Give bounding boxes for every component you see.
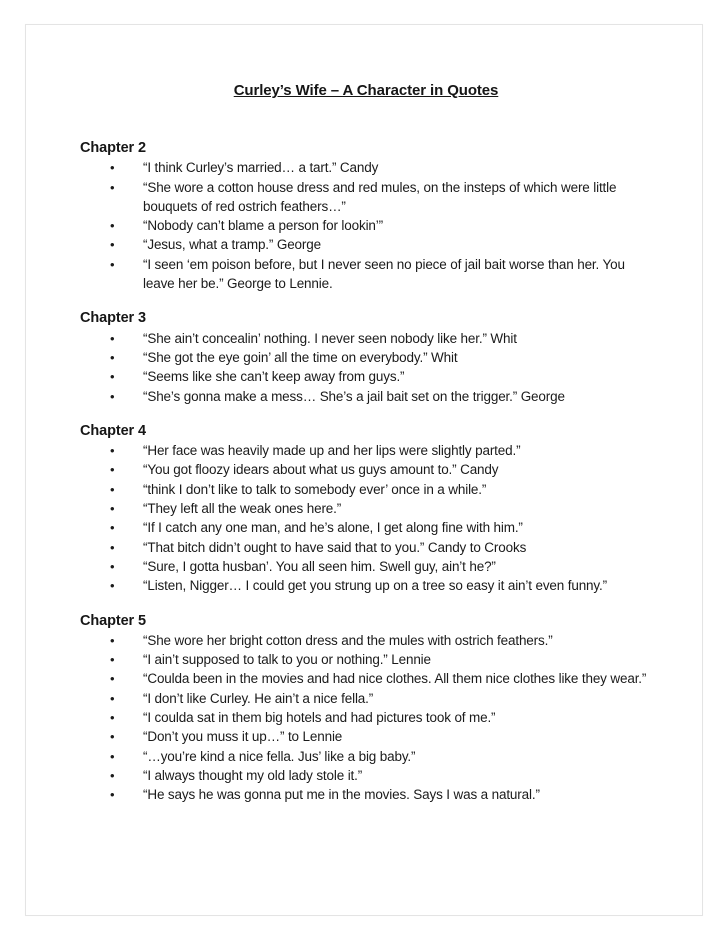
quote-item [110, 747, 652, 766]
bullet-marker: • [110, 520, 115, 536]
quote-text: “Don’t you muss it up…” to Lennie [143, 729, 343, 745]
bullet-marker: • [110, 729, 115, 745]
bullet-marker: • [110, 748, 115, 764]
quote-item [110, 387, 652, 406]
quote-item [110, 689, 652, 708]
quote-item [110, 480, 652, 499]
document-page [25, 24, 703, 916]
quote-item [110, 178, 652, 217]
quote-text: “I don’t like Curley. He ain’t a nice fella.” [143, 690, 374, 706]
quote-text: “Her face was heavily made up and her lips were slightly parted.” [143, 443, 521, 459]
bullet-marker: • [110, 388, 115, 404]
bullet-marker: • [110, 710, 115, 726]
quote-text: “Seems like she can’t keep away from guys.” [143, 369, 405, 385]
quote-text: “think I don’t like to talk to somebody ever’ once in a while.” [143, 481, 487, 497]
chapter-section-5 [80, 612, 652, 805]
quote-text: “She got the eye goin’ all the time on everybody.” Whit [143, 349, 458, 365]
quote-text: “If I catch any one man, and he’s alone, I get along fine with him.” [143, 520, 523, 536]
quote-text: “I ain’t supposed to talk to you or nothing.” Lennie [143, 652, 431, 668]
quote-text: “I coulda sat in them big hotels and had pictures took of me.” [143, 710, 496, 726]
quote-item [110, 576, 652, 595]
quote-item [110, 650, 652, 669]
bullet-marker: • [110, 443, 115, 459]
quote-item [110, 460, 652, 479]
quote-item [110, 766, 652, 785]
quote-item [110, 727, 652, 746]
bullet-marker: • [110, 256, 115, 272]
quote-item [110, 538, 652, 557]
bullet-marker: • [110, 578, 115, 594]
quote-item [110, 631, 652, 650]
quote-item [110, 785, 652, 804]
quote-text: “She wore a cotton house dress and red mules, on the insteps of which were little bouquets of red ostrich feathers…” [143, 179, 617, 214]
quote-text: “Jesus, what a tramp.” George [143, 237, 321, 253]
bullet-marker: • [110, 462, 115, 478]
chapter-heading: Chapter 4 [80, 422, 146, 439]
quote-text: “Coulda been in the movies and had nice clothes. All them nice clothes like they wear.” [143, 671, 647, 687]
bullet-marker: • [110, 218, 115, 234]
bullet-marker: • [110, 179, 115, 195]
quote-text: “I think Curley’s married… a tart.” Candy [143, 160, 379, 176]
bullet-marker: • [110, 330, 115, 346]
bullet-marker: • [110, 481, 115, 497]
quote-text: “I always thought my old lady stole it.” [143, 767, 363, 783]
bullet-marker: • [110, 501, 115, 517]
quote-text: “She ain’t concealin’ nothing. I never seen nobody like her.” Whit [143, 330, 517, 346]
quote-text: “…you’re kind a nice fella. Jus’ like a big baby.” [143, 748, 416, 764]
quote-text: “Sure, I gotta husban’. You all seen him. Swell guy, ain’t he?” [143, 558, 496, 574]
quote-item [110, 499, 652, 518]
bullet-marker: • [110, 787, 115, 803]
bullet-marker: • [110, 539, 115, 555]
quote-item [110, 708, 652, 727]
quote-item [110, 367, 652, 386]
quote-text: “That bitch didn’t ought to have said that to you.” Candy to Crooks [143, 539, 527, 555]
quote-item [110, 216, 652, 235]
bullet-marker: • [110, 632, 115, 648]
quote-text: “She’s gonna make a mess… She’s a jail bait set on the trigger.” George [143, 388, 565, 404]
bullet-marker: • [110, 160, 115, 176]
chapter-section-2 [80, 139, 652, 293]
bullet-marker: • [110, 369, 115, 385]
quote-text: “Listen, Nigger… I could get you strung up on a tree so easy it ain’t even funny.” [143, 578, 607, 594]
quote-item [110, 255, 652, 294]
quote-item [110, 348, 652, 367]
bullet-marker: • [110, 767, 115, 783]
chapter-heading: Chapter 5 [80, 612, 146, 629]
quote-item [110, 235, 652, 254]
bullet-marker: • [110, 652, 115, 668]
chapter-heading: Chapter 2 [80, 140, 146, 156]
chapter-heading: Chapter 3 [80, 310, 146, 327]
quote-item [110, 441, 652, 460]
bullet-marker: • [110, 558, 115, 574]
bullet-marker: • [110, 237, 115, 253]
quote-item [110, 518, 652, 537]
quote-text: “She wore her bright cotton dress and the mules with ostrich feathers.” [143, 632, 553, 648]
quote-item [110, 557, 652, 576]
quote-item [110, 329, 652, 348]
quote-text: “I seen ‘em poison before, but I never seen no piece of jail bait worse than her. You leave her be.” George to Lennie. [143, 256, 625, 292]
quote-text: “Nobody can’t blame a person for lookin’” [143, 218, 383, 234]
quote-text: “He says he was gonna put me in the movies. Says I was a natural.” [143, 787, 540, 803]
quote-item [110, 669, 652, 688]
bullet-marker: • [110, 690, 115, 706]
quote-list [80, 441, 652, 595]
quote-text: “You got floozy idears about what us guys amount to.” Candy [143, 462, 499, 478]
quote-list [80, 329, 652, 406]
quote-item [110, 158, 652, 177]
bullet-marker: • [110, 349, 115, 365]
quote-list [80, 158, 652, 293]
quote-text: “They left all the weak ones here.” [143, 501, 342, 517]
bullet-marker: • [110, 671, 115, 687]
document-title: Curley’s Wife – A Character in Quotes [233, 82, 499, 99]
chapter-section-4 [80, 422, 652, 596]
quote-list [80, 631, 652, 805]
chapter-section-3 [80, 309, 652, 405]
